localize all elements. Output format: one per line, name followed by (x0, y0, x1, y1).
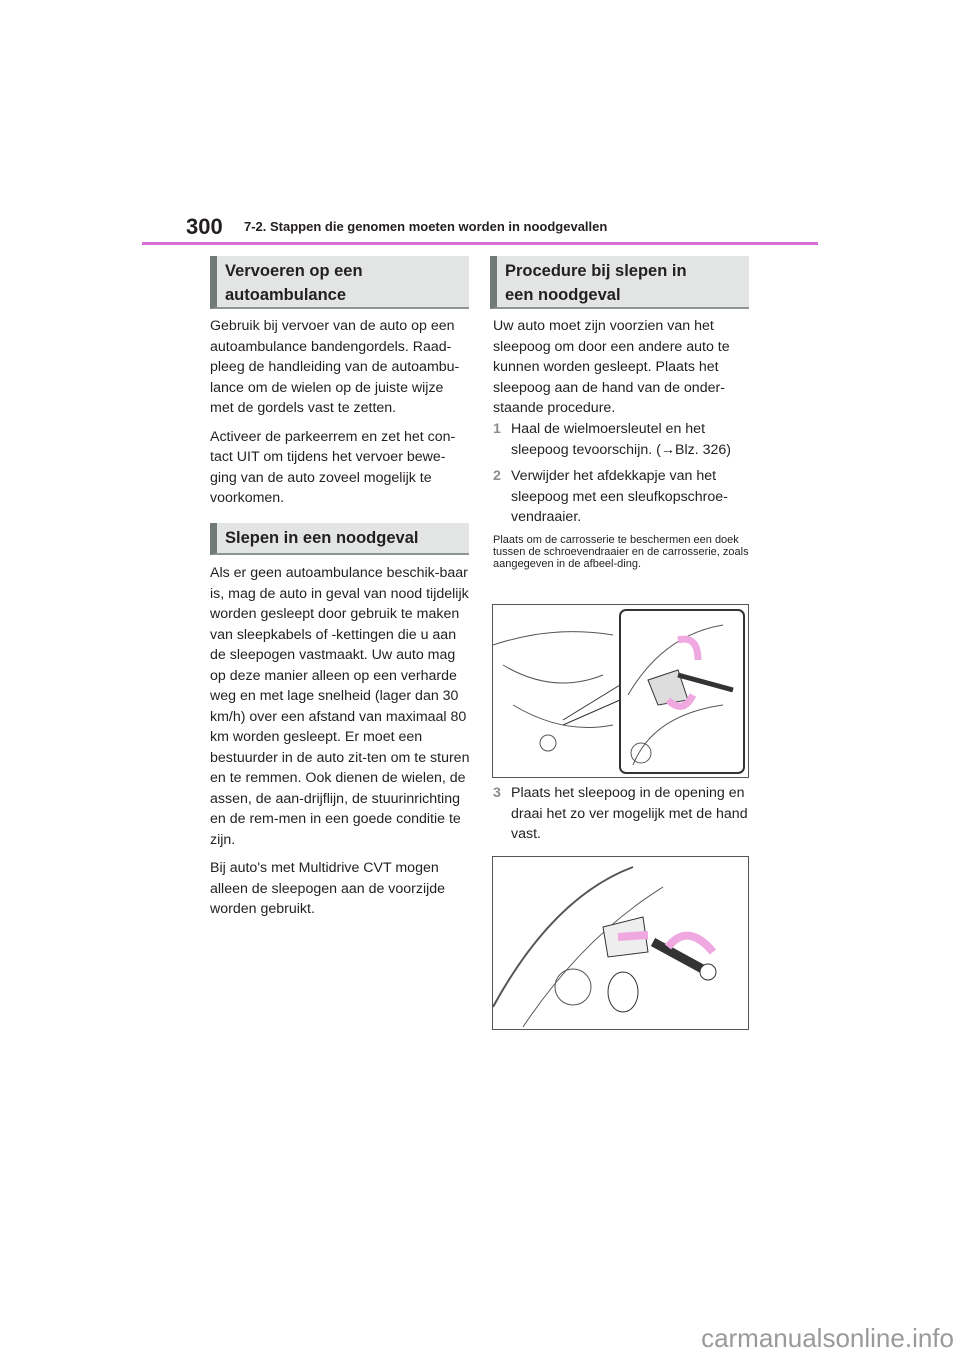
chapter-title: 7-2. Stappen die genomen moeten worden in noodgevallen (244, 219, 608, 234)
step-2 (493, 466, 761, 528)
watermark: carmanualsonline.info (701, 1323, 954, 1353)
heading-line: Vervoeren op een (225, 262, 363, 280)
procedure-intro: Uw auto moet zijn voorzien van het sleepoog om door een andere auto te kunnen worden gesleept. Plaats het sleepoog aan de hand van de onder-staande procedure. (493, 318, 730, 416)
figure-remove-cover (492, 604, 749, 778)
page-number: 300 (186, 214, 223, 239)
note-text: Plaats om de carrosserie te beschermen een doek tussen de schroevendraaier en de carrosserie, zoals aangegeven in de afbeel-ding. (493, 534, 749, 570)
heading-line: Procedure bij slepen in (505, 262, 687, 280)
step-text: Verwijder het afdekkapje van het sleepoog met een sleufkopschroe-vendraaier. (511, 468, 728, 525)
header-rule (142, 242, 818, 245)
transport-text (210, 316, 470, 517)
heading-line: een noodgeval (505, 286, 621, 304)
step-number: 1 (493, 421, 501, 437)
step-text: Haal de wielmoersleutel en het sleepoog tevoorschijn. (→Blz. 326) (511, 421, 732, 458)
figure-install-tow-eye (492, 856, 749, 1030)
step-1 (493, 419, 761, 460)
cover-removal-illustration (493, 605, 748, 777)
step-number: 3 (493, 785, 501, 801)
heading-line: Slepen in een noodgeval (225, 529, 419, 547)
paragraph: Als er geen autoambulance beschik-baar is, mag de auto in geval van nood tijdelijk worden gesleept door gebruik te maken van sleepkabels of -kettingen die u aan de sleepogen vastmaakt. Uw auto mag op deze manier alleen op een verharde weg en met lage snelheid (lager dan 30 km/h) over een afstand van maximaal 80 km worden gesleept. Er moet een bestuurder in de auto zit-ten om te sturen en te remmen. Ook dienen de wielen, de assen, de aan-drijflijn, de stuurinrichting en de rem-men in een goede conditie te zijn. (210, 565, 470, 848)
paragraph: Activeer de parkeerrem en zet het con-tact UIT om tijdens het vervoer bewe-ging van de auto zoveel mogelijk te voorkomen. (210, 428, 456, 506)
section-heading-procedure (490, 256, 749, 309)
tow-eye-illustration (493, 857, 748, 1029)
section-heading-towing (210, 523, 469, 555)
heading-line: autoambulance (225, 286, 347, 304)
step-3 (493, 783, 761, 845)
step-number: 2 (493, 468, 501, 484)
step-text: Plaats het sleepoog in de opening en draai het zo ver mogelijk met de hand vast. (511, 785, 748, 842)
paragraph: Gebruik bij vervoer van de auto op een autoambulance bandengordels. Raad-pleeg de handleiding van de autoambu-lance om de wielen op de juiste wijze met de gordels vast te zetten. (210, 318, 460, 416)
paragraph: Bij auto's met Multidrive CVT mogen alleen de sleepogen aan de voorzijde worden gebruikt. (210, 860, 446, 917)
towing-text (210, 563, 470, 928)
section-heading-transport (210, 256, 469, 309)
